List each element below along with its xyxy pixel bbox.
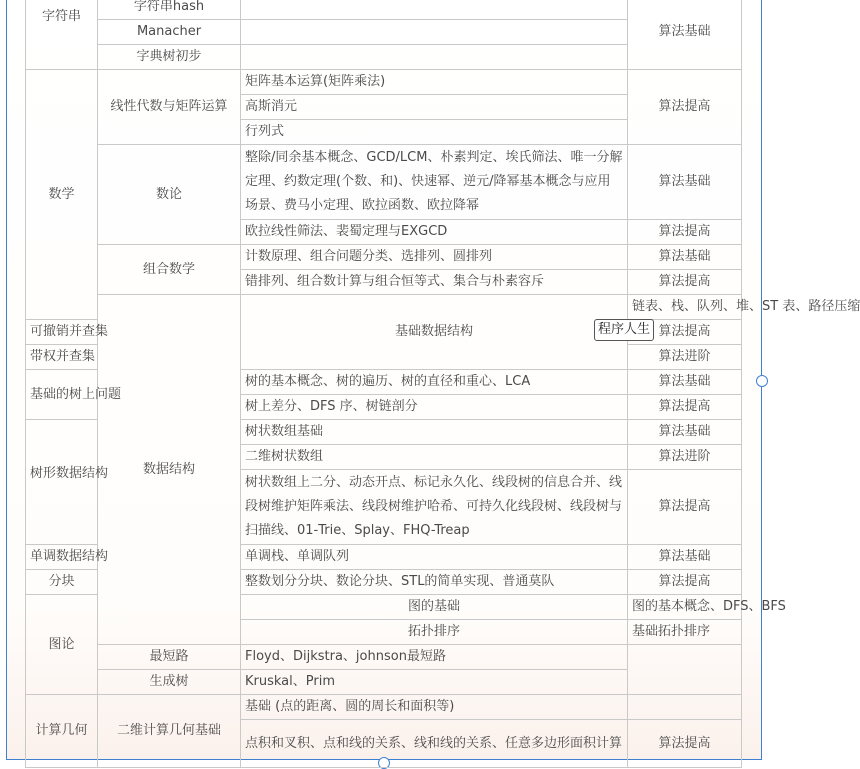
topic-cell: Floyd、Dijkstra、johnson最短路	[241, 645, 628, 670]
topic-cell: 整数划分分块、数论分块、STL的简单实现、普通莫队	[241, 570, 628, 595]
topic-cell	[241, 20, 628, 45]
level-cell: 算法基础	[628, 545, 742, 570]
subcategory-cell: 数论	[98, 145, 241, 245]
level-cell: 算法提高	[628, 320, 742, 345]
level-cell: 算法基础	[628, 0, 742, 70]
level-cell: 算法提高	[628, 70, 742, 145]
table-row	[26, 245, 742, 270]
subcategory-cell: 基础的树上问题	[26, 370, 98, 420]
level-cell: 算法基础	[628, 370, 742, 395]
level-cell: 算法进阶	[628, 345, 742, 370]
curriculum-table	[25, 0, 860, 768]
topic-cell: 链表、栈、队列、堆、ST 表、路径压缩	[628, 295, 742, 320]
table-row	[26, 0, 742, 20]
subcategory-cell: 组合数学	[98, 245, 241, 295]
topic-cell: 基础拓扑排序	[628, 620, 742, 645]
subcategory-cell: 字典树初步	[98, 45, 241, 70]
level-cell: 算法提高	[628, 395, 742, 420]
topic-cell: 单调栈、单调队列	[241, 545, 628, 570]
category-cell: 图论	[26, 595, 98, 695]
table-row	[26, 145, 742, 220]
level-cell: 算法基础	[628, 145, 742, 220]
level-cell: 算法提高	[628, 570, 742, 595]
subcategory-cell: 二维计算几何基础	[98, 695, 241, 768]
level-cell: 算法提高	[628, 470, 742, 545]
table-row	[26, 70, 742, 95]
subcategory-cell: 图的基础	[241, 595, 628, 620]
topic-cell: 高斯消元	[241, 95, 628, 120]
topic-cell: 欧拉线性筛法、裴蜀定理与EXGCD	[241, 220, 628, 245]
topic-cell	[241, 0, 628, 20]
category-cell: 字符串	[26, 0, 98, 70]
topic-cell: 带权并查集	[26, 345, 98, 370]
topic-cell	[241, 45, 628, 70]
subcategory-cell: 字符串hash	[98, 0, 241, 20]
topic-cell: 树状数组上二分、动态开点、标记永久化、线段树的信息合并、线段树维护矩阵乘法、线段树维护哈希、可持久化线段树、线段树与扫描线、01-Trie、Splay、FHQ-Treap	[241, 470, 628, 545]
resize-handle-right[interactable]	[756, 375, 768, 387]
table-row	[26, 645, 742, 670]
subcategory-cell: 分块	[26, 570, 98, 595]
subcategory-cell: Manacher	[98, 20, 241, 45]
topic-cell: 基础 (点的距离、圆的周长和面积等)	[241, 695, 628, 720]
topic-cell: 计数原理、组合问题分类、选排列、圆排列	[241, 245, 628, 270]
topic-cell: 树上差分、DFS 序、树链剖分	[241, 395, 628, 420]
subcategory-cell: 基础数据结构	[241, 295, 628, 370]
level-cell: 算法提高	[628, 220, 742, 245]
topic-cell: 可撤销并查集	[26, 320, 98, 345]
category-cell: 计算几何	[26, 695, 98, 768]
topic-cell: 树状数组基础	[241, 420, 628, 445]
topic-cell: 整除/同余基本概念、GCD/LCM、朴素判定、埃氏筛法、唯一分解定理、约数定理(个数、和)、快速幂、逆元/降幂基本概念与应用场景、费马小定理、欧拉函数、欧拉降幂	[241, 145, 628, 220]
category-cell: 数据结构	[98, 295, 241, 645]
level-cell: 算法提高	[628, 720, 742, 768]
table-row	[26, 695, 742, 720]
subcategory-cell: 树形数据结构	[26, 420, 98, 545]
category-cell: 数学	[26, 70, 98, 320]
level-cell: 算法基础	[628, 420, 742, 445]
level-cell: 算法进阶	[628, 445, 742, 470]
topic-cell: 二维树状数组	[241, 445, 628, 470]
table-row	[26, 670, 742, 695]
topic-cell: 错排列、组合数计算与组合恒等式、集合与朴素容斥	[241, 270, 628, 295]
level-cell: 算法提高	[628, 270, 742, 295]
topic-cell: 点积和叉积、点和线的关系、线和线的关系、任意多边形面积计算	[241, 720, 628, 768]
topic-cell: 图的基本概念、DFS、BFS	[628, 595, 742, 620]
subcategory-cell: 单调数据结构	[26, 545, 98, 570]
table-row	[26, 295, 742, 320]
level-cell	[628, 695, 742, 720]
subcategory-cell: 生成树	[98, 670, 241, 695]
topic-cell: 行列式	[241, 120, 628, 145]
topic-cell: Kruskal、Prim	[241, 670, 628, 695]
watermark-label: 程序人生	[594, 319, 654, 341]
subcategory-cell: 线性代数与矩阵运算	[98, 70, 241, 145]
subcategory-cell: 拓扑排序	[241, 620, 628, 645]
subcategory-cell: 最短路	[98, 645, 241, 670]
level-cell: 算法基础	[628, 245, 742, 270]
topic-cell: 树的基本概念、树的遍历、树的直径和重心、LCA	[241, 370, 628, 395]
topic-cell: 矩阵基本运算(矩阵乘法)	[241, 70, 628, 95]
